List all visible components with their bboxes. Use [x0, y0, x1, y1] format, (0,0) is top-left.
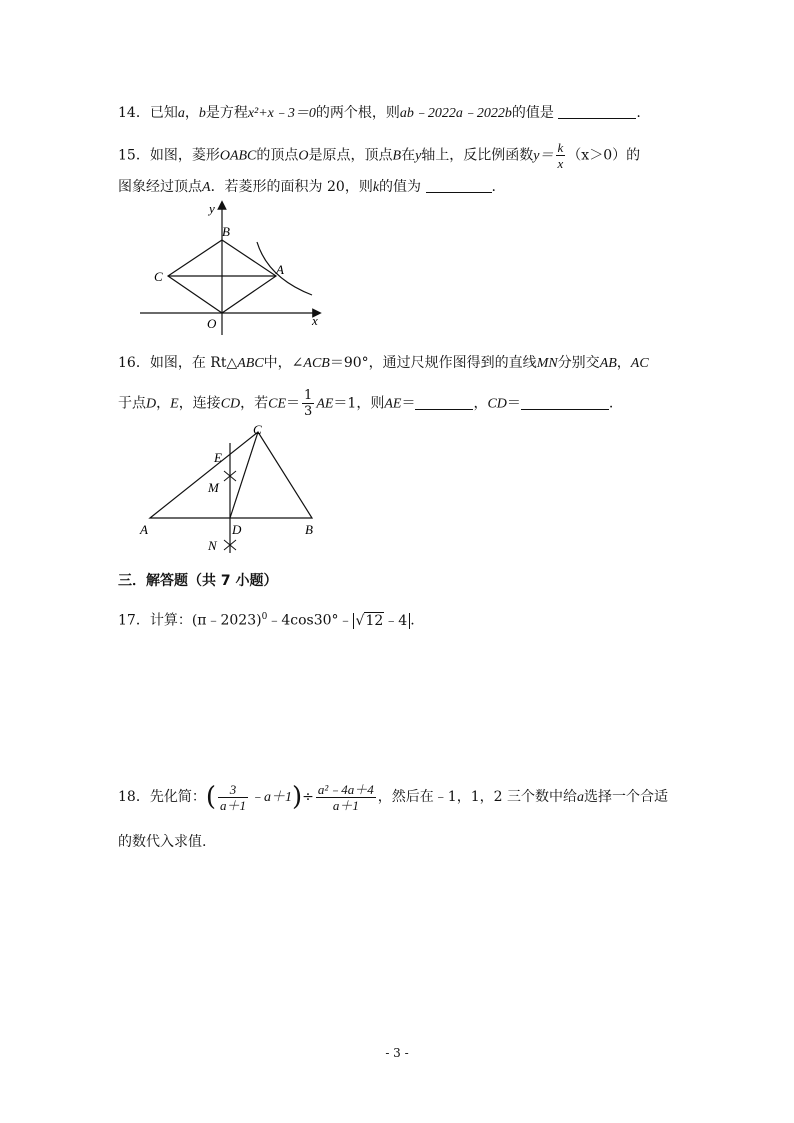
q16-cd: CD [220, 396, 241, 412]
q15-o: O [298, 148, 309, 164]
frac-den: 3 [304, 404, 313, 419]
q18-text: 先化简： [149, 789, 206, 805]
q17-term: (π﹣2023) [191, 612, 262, 629]
question-18-line-1 [118, 777, 668, 818]
q16-e: E [170, 396, 179, 412]
q15-yeq: y＝ [533, 148, 554, 164]
q17-end: . [410, 612, 415, 629]
q14-text: 是方程 [205, 105, 248, 121]
q15-a: A [202, 180, 211, 195]
q15-text: 如图，菱形 [149, 147, 220, 164]
frac-den: x [557, 156, 564, 171]
q15-y: y [415, 148, 422, 164]
q16-cd: CD [487, 396, 507, 412]
label-a: A [276, 262, 284, 277]
q14-text: 已知 [149, 105, 178, 121]
q15-text: 轴上，反比例函数 [421, 147, 534, 164]
label-c: C [253, 422, 262, 437]
var-b: b [198, 106, 206, 121]
q14-text: 的值是 [511, 105, 554, 121]
paren-right: ) [292, 782, 303, 812]
frac-num: 1 [304, 388, 313, 403]
q15-text: 是原点，顶点 [308, 147, 393, 164]
q15-k: k [372, 180, 380, 195]
q16-text: 分别交 [557, 355, 600, 371]
q17-exponent: 0 [261, 612, 268, 622]
question-number: 18． [118, 789, 150, 805]
q16-end: . [608, 395, 614, 412]
q16-ae: AE [316, 396, 334, 412]
q14-comma: ， [184, 105, 199, 121]
fraction-quadratic [316, 782, 376, 813]
abs-value: √12﹣4 [353, 613, 411, 629]
frac-num: a²﹣4a＋4 [317, 781, 374, 797]
label-y: y [209, 201, 215, 216]
q16-text: 中，∠ [263, 355, 304, 371]
q15-cond: （x＞0）的 [567, 147, 641, 164]
q16-d: D [146, 396, 157, 412]
q16-text: ＝ [401, 395, 416, 412]
q16-acb: ACB [303, 356, 330, 371]
question-17 [118, 607, 415, 631]
label-b: B [305, 522, 313, 537]
q18-text: ，然后在﹣1，1，2 三个数中给 [377, 789, 577, 805]
q14-text: 的两个根，则 [315, 105, 400, 121]
frac-num: k [557, 140, 564, 155]
q16-text: ，连接 [178, 395, 221, 412]
q15-b: B [392, 148, 402, 164]
question-number: 16． [118, 355, 150, 371]
frac-den: a＋1 [332, 797, 359, 813]
q14-equation: x²+x﹣3＝0 [247, 106, 316, 121]
q16-mn: MN [536, 356, 558, 371]
q15-text: ．若菱形的面积为 20，则 [210, 179, 373, 195]
section-title: 三．解答题（共 7 小题） [118, 573, 278, 589]
paren-left: ( [205, 782, 216, 812]
q16-ac: AC [630, 356, 649, 371]
q14-end: . [636, 105, 641, 121]
q15-oabc: OABC [219, 148, 257, 164]
q16-ae: AE [384, 396, 402, 412]
question-18-line-2: 的数代入求值. [118, 834, 207, 850]
frac-den: a＋1 [219, 797, 246, 813]
q14-expression: ab﹣2022a﹣2022b [399, 106, 512, 121]
q18-div: ÷ [302, 789, 314, 805]
q15-text: 的值为 [379, 179, 422, 195]
q18-text: 选择一个合适 [583, 789, 668, 805]
frac-num: 3 [218, 782, 248, 798]
q17-term: ﹣4cos30°﹣ [267, 612, 353, 629]
q16-comma: ， [473, 395, 488, 412]
q15-text: 的顶点 [256, 147, 299, 164]
q16-text: ＝ [506, 395, 521, 412]
q18-a: a [576, 790, 584, 805]
q16-text: ，若 [240, 395, 269, 412]
q15-end: . [491, 179, 496, 195]
q16-eq: ＝ [286, 395, 301, 412]
q18-mid: ﹣a＋1 [250, 790, 292, 805]
segment-cd [230, 432, 258, 518]
label-x: x [312, 313, 318, 328]
radicand: 12 [365, 612, 384, 629]
label-m: M [208, 480, 219, 495]
q17-text: 计算： [149, 612, 192, 629]
label-b: B [222, 224, 230, 239]
q16-ab: AB [599, 356, 617, 371]
label-n: N [208, 538, 217, 553]
q16-text: ＝1，则 [333, 395, 385, 412]
q16-comma: ， [616, 355, 631, 371]
q16-comma: ， [156, 395, 171, 412]
fraction-3-over-a-plus-1 [218, 782, 248, 813]
label-a: A [140, 522, 148, 537]
label-e: E [214, 450, 222, 465]
q16-text: 于点 [118, 395, 146, 412]
question-number: 17． [118, 612, 150, 629]
q16-text: 如图，在 Rt△ [149, 355, 238, 371]
page-number: - 3 - [385, 1046, 409, 1060]
question-number: 14． [118, 105, 150, 121]
question-number: 15． [118, 147, 150, 164]
q15-text: 图象经过顶点 [118, 179, 202, 195]
q17-term: ﹣4 [384, 612, 408, 629]
q15-text: 在 [401, 147, 416, 164]
label-c: C [154, 269, 163, 284]
q16-ce: CE [268, 396, 287, 412]
label-d: D [232, 522, 242, 537]
q16-text: ＝90°，通过尺规作图得到的直线 [329, 355, 537, 371]
var-a: a [177, 106, 185, 121]
label-o: O [207, 316, 217, 331]
q16-abc: ABC [237, 356, 264, 371]
